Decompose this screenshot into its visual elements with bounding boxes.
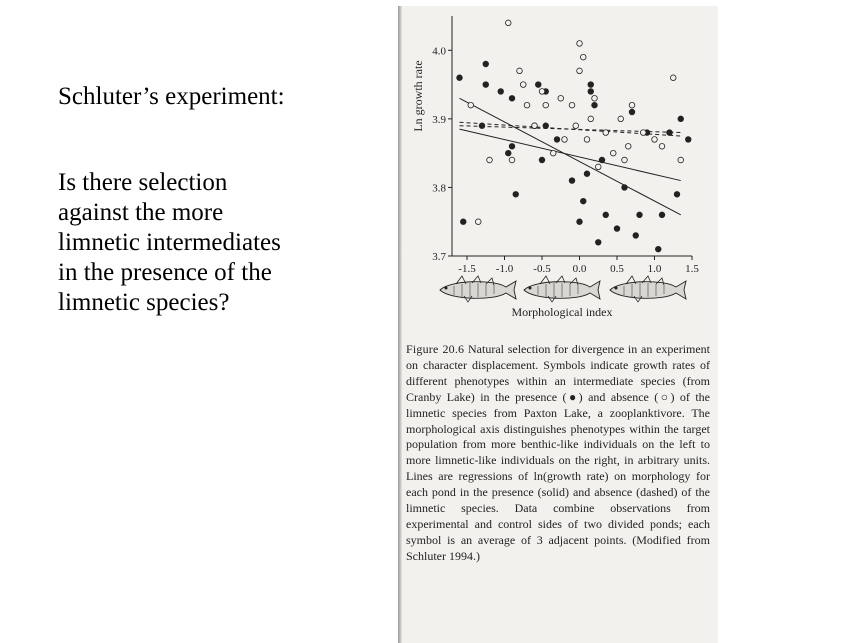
data-point-present — [659, 212, 665, 218]
data-point-present — [509, 95, 515, 101]
data-point-absent — [610, 150, 616, 156]
data-point-absent — [625, 143, 631, 149]
x-tick-label: 1.0 — [647, 263, 662, 275]
stickleback-fish-icon — [440, 276, 516, 302]
data-point-present — [674, 191, 680, 197]
data-point-absent — [539, 89, 545, 95]
data-point-absent — [678, 157, 684, 163]
data-point-absent — [524, 102, 530, 108]
data-point-absent — [584, 137, 590, 143]
y-tick-label: 3.7 — [432, 251, 446, 263]
figure-caption — [406, 342, 710, 565]
data-point-absent — [580, 54, 586, 60]
data-point-absent — [640, 130, 646, 136]
data-point-present — [685, 137, 691, 143]
data-point-absent — [577, 41, 583, 47]
data-point-present — [603, 212, 609, 218]
y-tick-label: 3.8 — [432, 182, 446, 195]
x-axis-title: Morphological index — [511, 305, 613, 319]
data-point-present — [614, 226, 620, 232]
data-point-present — [483, 82, 489, 88]
data-point-absent — [468, 102, 474, 108]
slide-title: Schluter’s experiment: — [58, 83, 285, 110]
data-point-absent — [603, 130, 609, 136]
data-point-absent — [573, 123, 579, 129]
data-point-absent — [562, 137, 568, 143]
data-point-absent — [509, 157, 515, 163]
figure-label: Figure 20.6 — [406, 342, 465, 356]
data-point-absent — [517, 68, 523, 74]
y-tick-label: 4.0 — [432, 45, 446, 58]
data-point-absent — [629, 102, 635, 108]
data-point-absent — [532, 123, 538, 129]
data-point-absent — [487, 157, 493, 163]
data-point-present — [535, 82, 541, 88]
data-point-present — [599, 157, 605, 163]
y-axis-title: Ln growth rate — [411, 60, 425, 132]
data-point-present — [483, 61, 489, 67]
data-point-absent — [569, 102, 575, 108]
regression-line-solid — [460, 98, 681, 215]
data-point-present — [595, 239, 601, 245]
data-point-present — [655, 246, 661, 252]
data-point-absent — [505, 20, 511, 26]
slide-text — [58, 82, 288, 318]
data-point-present — [629, 109, 635, 115]
data-point-present — [592, 102, 598, 108]
data-point-present — [479, 123, 485, 129]
slide-question: Is there selection against the more limnetic intermediates in the presence of the limnetic species? — [58, 169, 281, 316]
scanned-figure — [398, 6, 718, 643]
data-point-present — [637, 212, 643, 218]
data-point-absent — [543, 102, 549, 108]
data-point-absent — [520, 82, 526, 88]
data-point-present — [678, 116, 684, 122]
data-point-absent — [659, 143, 665, 149]
data-point-present — [667, 130, 673, 136]
data-point-absent — [595, 164, 601, 170]
data-point-absent — [618, 116, 624, 122]
data-point-present — [633, 233, 639, 239]
data-point-absent — [670, 75, 676, 81]
data-point-absent — [652, 137, 658, 143]
data-point-present — [505, 150, 511, 156]
stickleback-fish-icon — [610, 276, 686, 302]
data-point-present — [588, 82, 594, 88]
data-point-present — [513, 191, 519, 197]
x-tick-label: 0.5 — [610, 263, 624, 275]
data-point-present — [554, 137, 560, 143]
data-point-absent — [588, 116, 594, 122]
x-tick-label: -1.5 — [458, 263, 476, 275]
y-tick-label: 3.9 — [432, 113, 446, 126]
data-point-present — [622, 185, 628, 191]
caption-text: Natural selection for divergence in an experiment on character displacement. Symbols indicate growth rates of different phenotypes within an intermediate species (from Cranby Lake) in the presence (●) and absence (○) of the limnetic species from Paxton Lake, a zooplanktivore. The morphological axis distinguishes phenotypes within the target population from more benthic-like individuals on the left to more limnetic-like individuals on the right, in arbitrary units. Lines are regressions of ln(growth rate) on morphology for each pond in the presence (solid) and absence (dashed) of the limnetic species. Data combine observations from experimental and control sides of two divided ponds; each symbol is an average of 3 adjacent points. (Modified from Schluter 1994.) — [406, 342, 711, 563]
data-point-present — [584, 171, 590, 177]
data-point-present — [539, 157, 545, 163]
data-point-absent — [550, 150, 556, 156]
data-point-present — [498, 89, 504, 95]
data-point-absent — [558, 95, 564, 101]
stickleback-fish-icon — [524, 276, 600, 302]
data-point-present — [509, 143, 515, 149]
data-point-present — [577, 219, 583, 225]
x-tick-label: 0.0 — [572, 263, 587, 275]
x-tick-label: 1.5 — [685, 263, 699, 275]
scatter-plot — [398, 6, 718, 336]
data-point-present — [457, 75, 463, 81]
data-point-present — [460, 219, 466, 225]
x-tick-label: -1.0 — [495, 263, 514, 275]
data-point-absent — [592, 95, 598, 101]
data-point-present — [588, 89, 594, 95]
data-point-present — [569, 178, 575, 184]
data-point-absent — [577, 68, 583, 74]
data-point-absent — [622, 157, 628, 163]
data-point-present — [580, 198, 586, 204]
regression-line-solid — [460, 129, 681, 180]
data-point-absent — [475, 219, 481, 225]
data-point-present — [543, 123, 549, 129]
x-tick-label: -0.5 — [533, 263, 551, 275]
